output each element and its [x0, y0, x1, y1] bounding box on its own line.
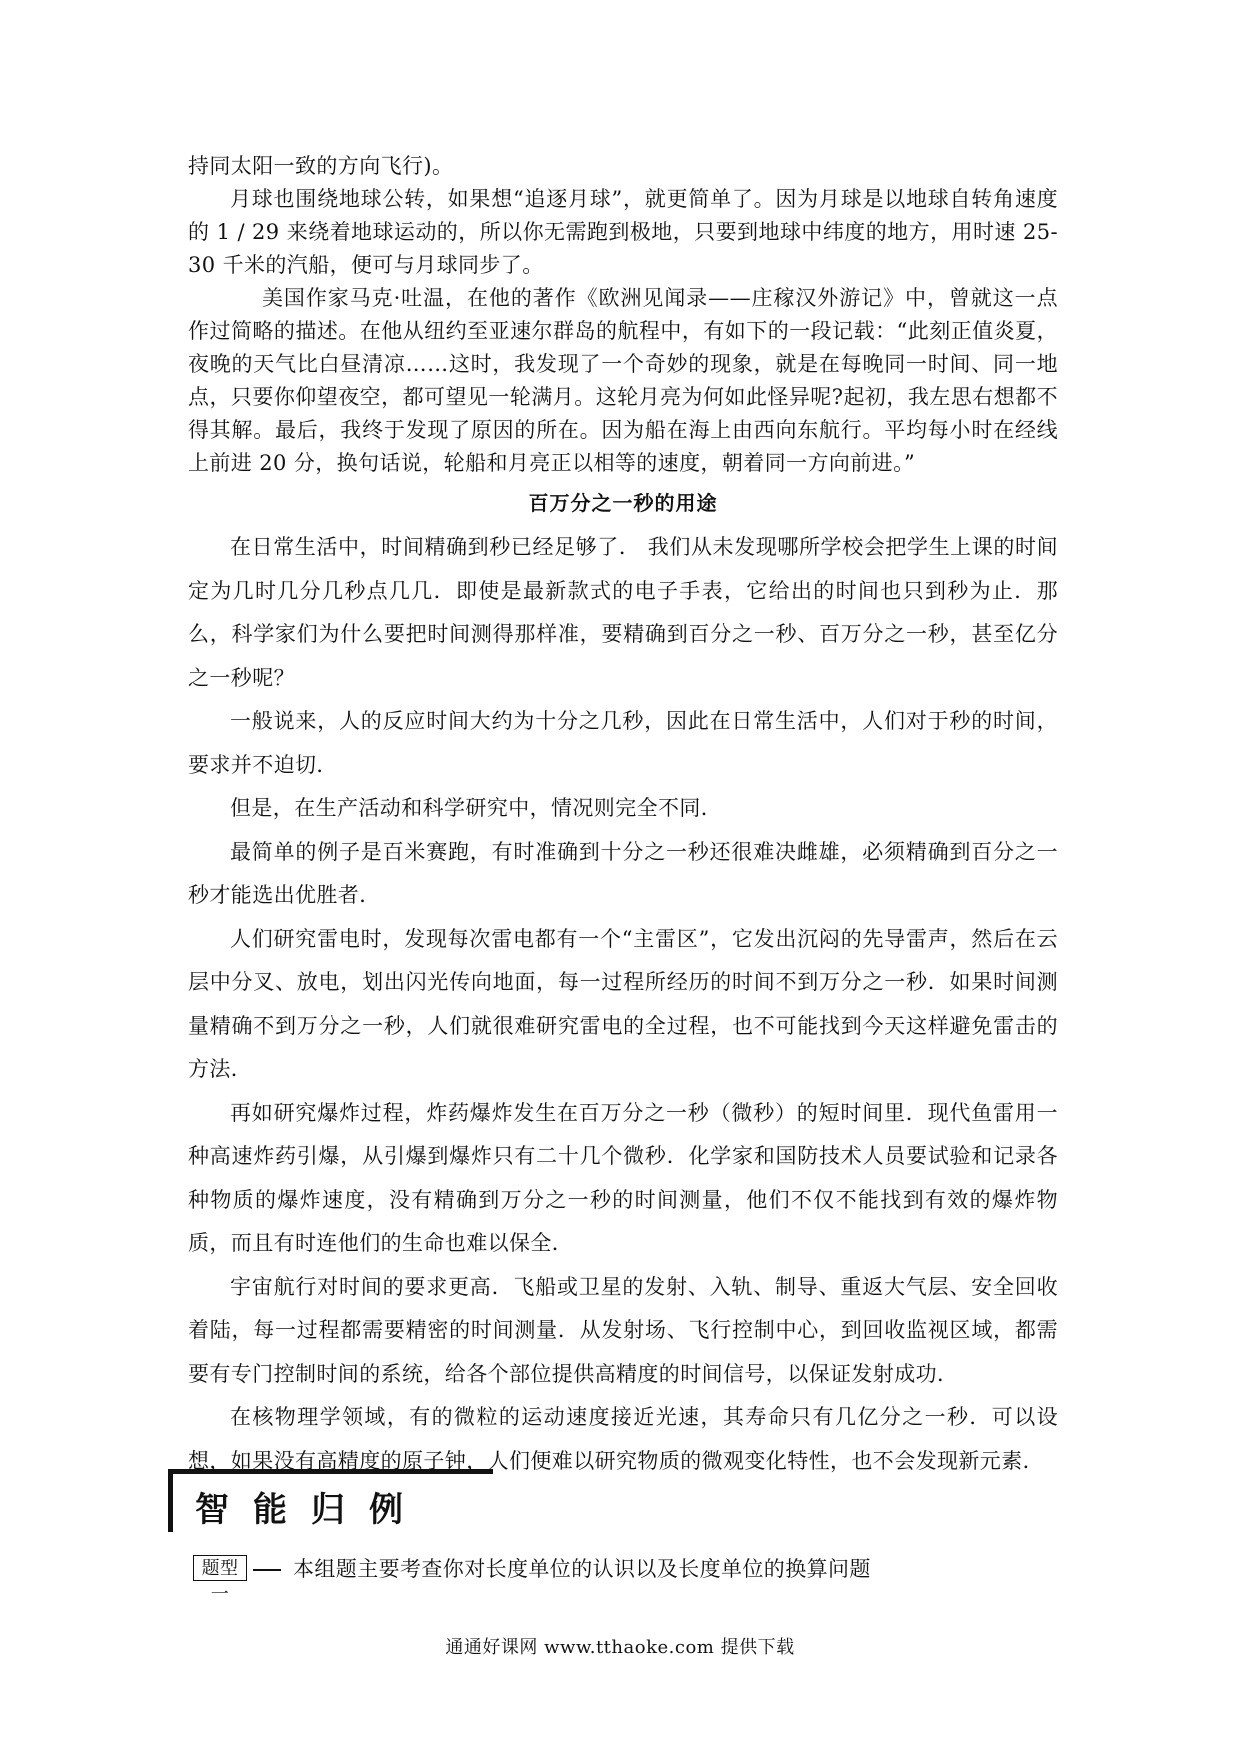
section-header	[168, 1469, 493, 1532]
section-subheading: 百万分之一秒的用途	[528, 491, 718, 515]
section-header-title: 智能归例	[195, 1490, 427, 1530]
paragraph: 持同太阳一致的方向飞行)。	[188, 154, 454, 178]
paragraph: 一般说来，人的反应时间大约为十分之几秒，因此在日常生活中，人们对于秒的时间，要求并不迫切．	[188, 709, 1058, 777]
badge-divider-line	[253, 1569, 281, 1571]
paragraph: 美国作家马克·吐温，在他的著作《欧洲见闻录——庄稼汉外游记》中，曾就这一点作过简略的描述。在他从纽约至亚速尔群岛的航程中，有如下的一段记载：“此刻正值炎夏，夜晚的天气比白昼清凉……这时，我发现了一个奇妙的现象，就是在每晚同一时间、同一地点，只要你仰望夜空，都可望见一轮满月。这轮月亮为何如此怪异呢?起初，我左思右想都不得其解。最后，我终于发现了原因的所在。因为船在海上由西向东航行。平均每小时在经线上前进 20 分，换句话说，轮船和月亮正以相等的速度，朝着同一方向前进。”	[188, 286, 1058, 475]
paragraph: 但是，在生产活动和科学研究中，情况则完全不同．	[230, 796, 723, 820]
paragraph: 在核物理学领域，有的微粒的运动速度接近光速，其寿命只有几亿分之一秒．可以设想，如果没有高精度的原子钟，人们便难以研究物质的微观变化特性，也不会发现新元素．	[188, 1405, 1058, 1473]
microsecond-section	[188, 526, 1058, 1483]
paragraph: 人们研究雷电时，发现每次雷电都有一个“主雷区”，它发出沉闷的先导雷声，然后在云层中分叉、放电，划出闪光传向地面，每一过程所经历的时间不到万分之一秒．如果时间测量精确不到万分之一秒，人们就很难研究雷电的全过程，也不可能找到今天这样避免雷击的方法．	[188, 926, 1058, 1081]
paragraph: 在日常生活中，时间精确到秒已经足够了． 我们从未发现哪所学校会把学生上课的时间定为几时几分几秒点几几．即使是最新款式的电子手表，它给出的时间也只到秒为止．那么，科学家们为什么要把时间测得那样准，要精确到百分之一秒、百万分之一秒，甚至亿分之一秒呢？	[188, 535, 1058, 690]
paragraph: 最简单的例子是百米赛跑，有时准确到十分之一秒还很难决雌雄，必须精确到百分之一秒才能选出优胜者．	[188, 839, 1058, 907]
question-type-row	[193, 1551, 1063, 1605]
page-footer: 通通好课网 www.tthaoke.com 提供下载	[445, 1637, 795, 1658]
paragraph: 宇宙航行对时间的要求更高．飞船或卫星的发射、入轨、制导、重返大气层、安全回收着陆，每一过程都需要精密的时间测量．从发射场、飞行控制中心，到回收监视区域，都需要有专门控制时间的系统，给各个部位提供高精度的时间信号，以保证发射成功．	[188, 1274, 1058, 1386]
paragraph: 再如研究爆炸过程，炸药爆炸发生在百万分之一秒（微秒）的短时间里．现代鱼雷用一种高速炸药引爆，从引爆到爆炸只有二十几个微秒．化学家和国防技术人员要试验和记录各种物质的爆炸速度，没有精确到万分之一秒的时间测量，他们不仅不能找到有效的爆炸物质，而且有时连他们的生命也难以保全．	[188, 1100, 1058, 1255]
question-type-badge: 题型一	[193, 1555, 247, 1581]
question-type-description: 本组题主要考查你对长度单位的认识以及长度单位的换算问题	[293, 1557, 871, 1581]
moon-section	[188, 150, 1058, 480]
paragraph: 月球也围绕地球公转，如果想“追逐月球”，就更简单了。因为月球是以地球自转角速度的 1 / 29 来绕着地球运动的，所以你无需跑到极地，只要到地球中纬度的地方，用时速 25-30 千米的汽船，便可与月球同步了。	[188, 187, 1058, 277]
